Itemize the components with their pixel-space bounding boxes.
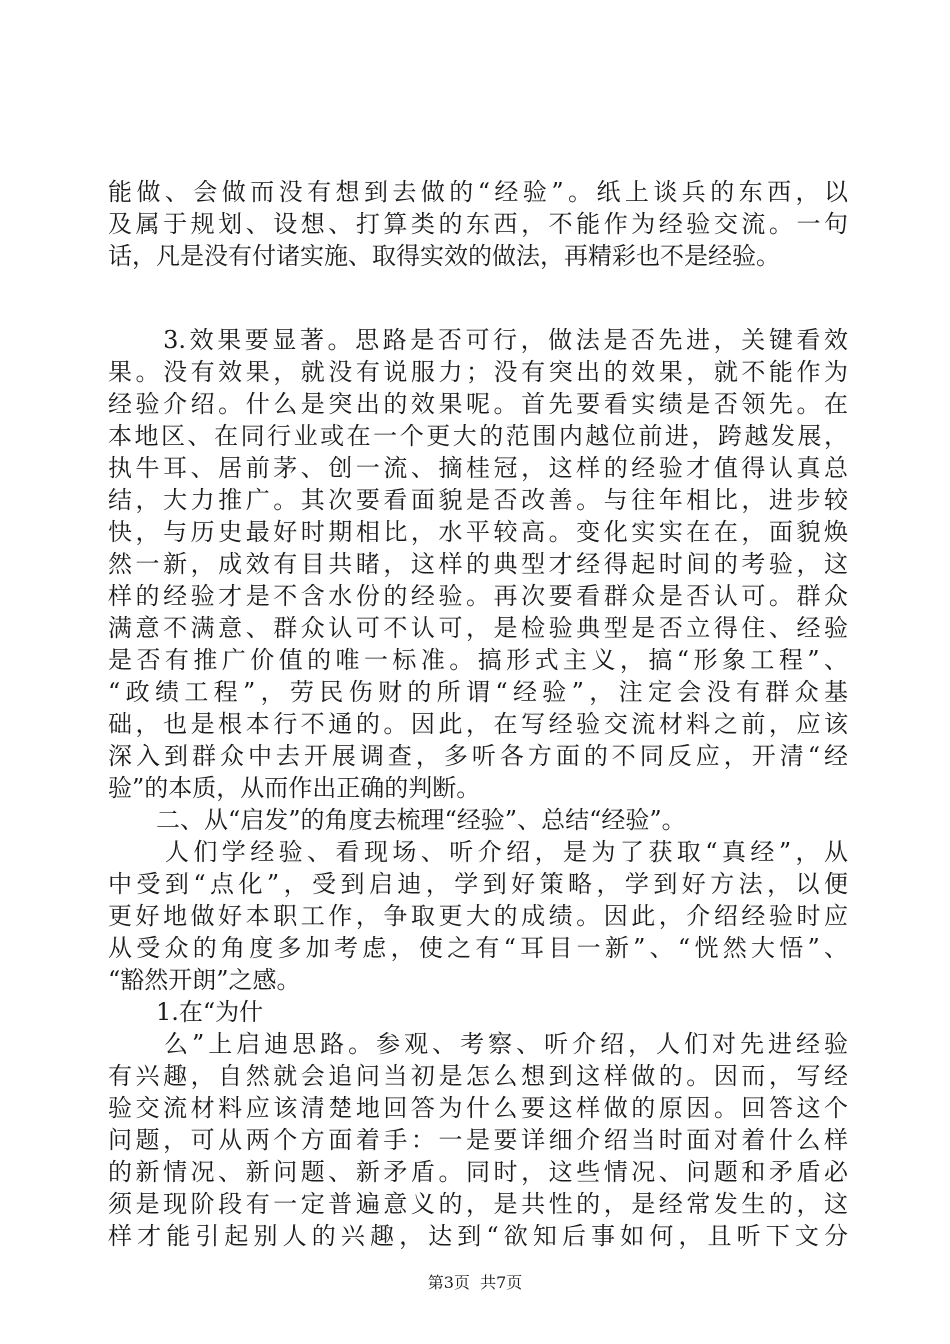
paragraph-gap xyxy=(108,272,848,324)
paragraph-continuation xyxy=(108,176,848,272)
subsection-heading xyxy=(108,996,848,1028)
text-line: 验”的本质，从而作出正确的判断。 xyxy=(108,774,481,802)
text-line: 中受到“点化”，受到启迪，学到好策略，学到好方法，以便 xyxy=(108,870,848,898)
text-line: 二、从“启发”的角度去梳理“经验”、总结“经验”。 xyxy=(108,806,686,834)
text-line: 1.在“为什 xyxy=(108,998,264,1026)
text-line: 经验介绍。什么是突出的效果呢。首先要看实绩是否领先。在 xyxy=(108,390,848,418)
text-line: 结，大力推广。其次要看面貌是否改善。与往年相比，进步较 xyxy=(108,486,848,514)
text-line: 深入到群众中去开展调查，多听各方面的不同反应，开清“经 xyxy=(108,742,848,770)
text-line: 从受众的角度多加考虑，使之有“耳目一新”、“恍然大悟”、 xyxy=(108,934,848,962)
text-line: 是否有推广价值的唯一标准。搞形式主义，搞“形象工程”、 xyxy=(108,646,848,674)
text-line: 验交流材料应该清楚地回答为什么要这样做的原因。回答这个 xyxy=(108,1094,848,1122)
text-line: 有兴趣，自然就会追问当初是怎么想到这样做的。因而，写经 xyxy=(108,1062,848,1090)
text-line: 须是现阶段有一定普遍意义的，是共性的，是经常发生的，这 xyxy=(108,1190,848,1218)
text-line: 更好地做好本职工作，争取更大的成绩。因此，介绍经验时应 xyxy=(108,902,848,930)
section-heading xyxy=(108,804,848,836)
page-number-footer: 第3页 共7页 xyxy=(427,1273,523,1292)
text-line: 然一新，成效有目共睹，这样的典型才经得起时间的考验，这 xyxy=(108,550,848,578)
text-line: 本地区、在同行业或在一个更大的范围内越位前进，跨越发展， xyxy=(108,422,848,450)
paragraph-effect xyxy=(108,324,848,804)
text-line: 及属于规划、设想、打算类的东西，不能作为经验交流。一句 xyxy=(108,210,848,238)
text-line: 话，凡是没有付诸实施、取得实效的做法，再精彩也不是经验。 xyxy=(108,242,780,270)
document-body xyxy=(108,176,848,1252)
text-line: 3.效果要显著。思路是否可行，做法是否先进，关键看效 xyxy=(108,326,848,354)
text-line: “政绩工程”，劳民伤财的所谓“经验”，注定会没有群众基 xyxy=(108,678,848,706)
text-line: 果。没有效果，就没有说服力；没有突出的效果，就不能作为 xyxy=(108,358,848,386)
text-line: 础，也是根本行不通的。因此，在写经验交流材料之前，应该 xyxy=(108,710,848,738)
text-line: “豁然开朗”之感。 xyxy=(108,966,301,994)
text-line: 的新情况、新问题、新矛盾。同时，这些情况、问题和矛盾必 xyxy=(108,1158,848,1186)
text-line: 满意不满意、群众认可不认可，是检验典型是否立得住、经验 xyxy=(108,614,848,642)
text-line: 问题，可从两个方面着手：一是要详细介绍当时面对着什么样 xyxy=(108,1126,848,1154)
text-line: 能做、会做而没有想到去做的“经验”。纸上谈兵的东西，以 xyxy=(108,178,848,206)
paragraph-why xyxy=(108,1028,848,1252)
paragraph-inspiration xyxy=(108,836,848,996)
text-line: 执牛耳、居前茅、创一流、摘桂冠，这样的经验才值得认真总 xyxy=(108,454,848,482)
text-line: 样的经验才是不含水份的经验。再次要看群众是否认可。群众 xyxy=(108,582,848,610)
text-line: 么”上启迪思路。参观、考察、听介绍，人们对先进经验 xyxy=(108,1030,848,1058)
text-line: 人们学经验、看现场、听介绍，是为了获取“真经”，从 xyxy=(108,838,848,866)
text-line: 样才能引起别人的兴趣，达到“欲知后事如何，且听下文分 xyxy=(108,1222,848,1250)
text-line: 快，与历史最好时期相比，水平较高。变化实实在在，面貌焕 xyxy=(108,518,848,546)
